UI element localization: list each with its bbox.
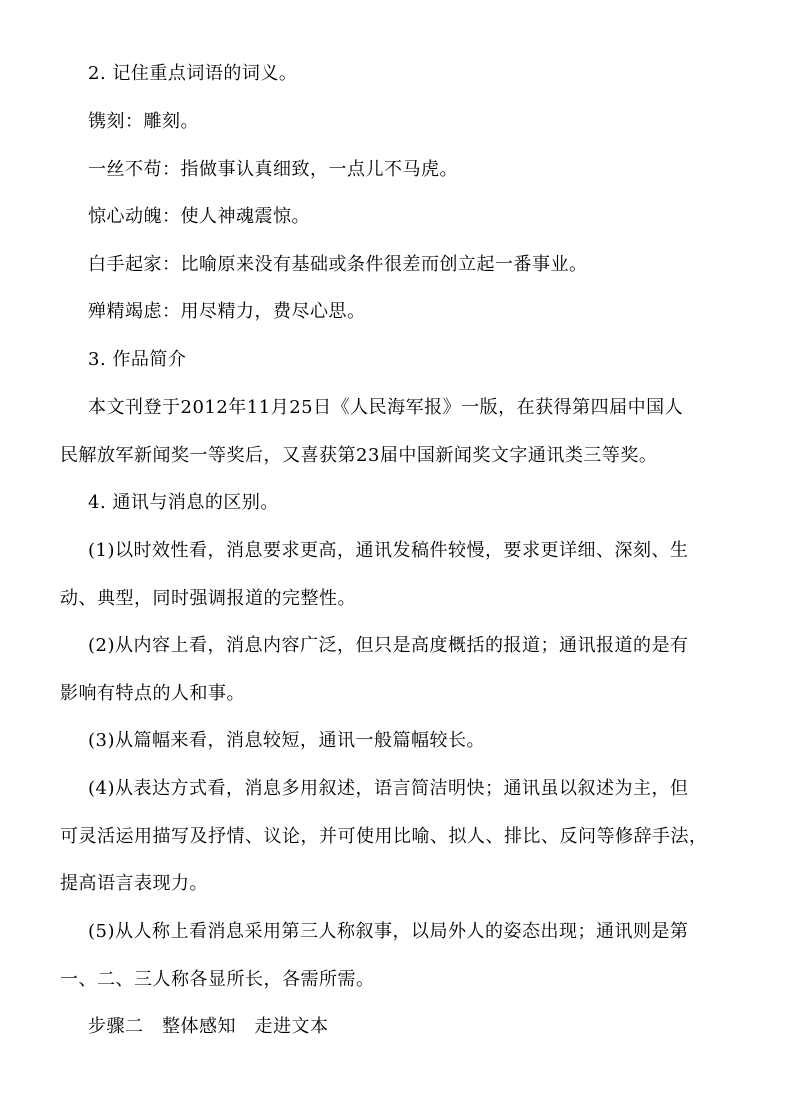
heading-differences: 4. 通讯与消息的区别。 — [88, 492, 279, 513]
point-4-line-1: (4)从表达方式看，消息多用叙述，语言简洁明快；通讯虽以叙述为主，但 — [88, 778, 689, 799]
point-2-line-1: (2)从内容上看，消息内容广泛，但只是高度概括的报道；通讯报道的是有 — [88, 635, 689, 656]
point-2-line-2: 影响有特点的人和事。 — [60, 683, 245, 704]
point-3-line-1: (3)从篇幅来看，消息较短，通讯一般篇幅较长。 — [88, 730, 485, 751]
definition-jingxindongpo: 惊心动魄：使人神魂震惊。 — [88, 206, 310, 227]
point-5-line-2: 一、二、三人称各显所长，各需所需。 — [60, 969, 375, 990]
point-1-line-1: (1)以时效性看，消息要求更高，通讯发稿件较慢，要求更详细、深刻、生 — [88, 540, 689, 561]
point-4-line-2: 可灵活运用描写及抒情、议论，并可使用比喻、拟人、排比、反问等修辞手法， — [60, 826, 708, 847]
definition-danjingjielv: 殚精竭虑：用尽精力，费尽心思。 — [88, 301, 366, 322]
definition-juanke: 镌刻：雕刻。 — [88, 111, 199, 132]
heading-vocabulary: 2. 记住重点词语的词义。 — [88, 63, 298, 84]
heading-step-two: 步骤二 整体感知 走进文本 — [88, 1016, 329, 1037]
point-5-line-1: (5)从人称上看消息采用第三人称叙事，以局外人的姿态出现；通讯则是第 — [88, 921, 689, 942]
point-1-line-2: 动、典型，同时强调报道的完整性。 — [60, 588, 356, 609]
heading-work-intro: 3. 作品简介 — [88, 349, 187, 370]
point-4-line-3: 提高语言表现力。 — [60, 873, 208, 894]
definition-yisibugou: 一丝不苟：指做事认真细致，一点儿不马虎。 — [88, 159, 458, 180]
paragraph-intro-line-1: 本文刊登于2012年11月25日《人民海军报》一版，在获得第四届中国人 — [88, 397, 684, 418]
paragraph-intro-line-2: 民解放军新闻奖一等奖后，又喜获第23届中国新闻奖文字通讯类三等奖。 — [60, 445, 658, 466]
definition-baishouqijia: 白手起家：比喻原来没有基础或条件很差而创立起一番事业。 — [88, 254, 588, 275]
